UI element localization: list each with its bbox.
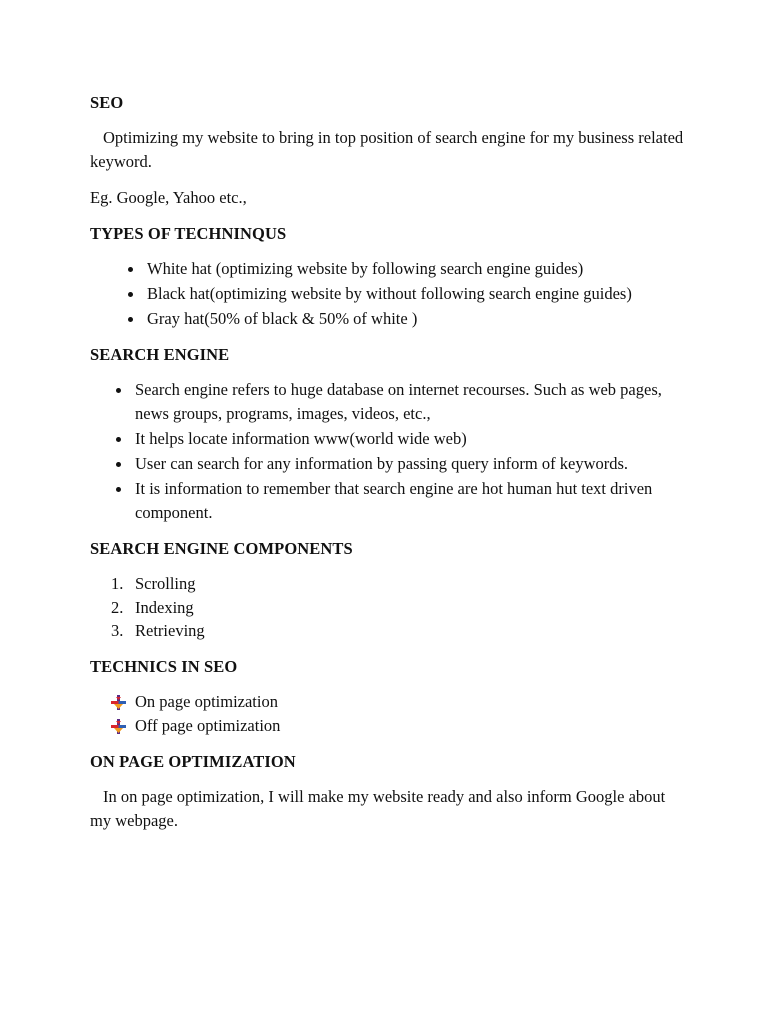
list-number: 1.: [111, 574, 124, 593]
list-item-text: User can search for any information by passing query inform of keywords.: [135, 454, 629, 473]
heading-search-engine: SEARCH ENGINE: [90, 345, 230, 364]
seo-example: Eg. Google, Yahoo etc.,: [90, 188, 247, 207]
list-item: [90, 282, 690, 306]
list-item-text: Indexing: [135, 597, 194, 617]
bullet-icon: [116, 388, 121, 393]
bullet-icon: [128, 267, 133, 272]
list-item-text: It is information to remember that search engine are hot human hut text driven component.: [135, 479, 653, 522]
on-page-paragraph: In on page optimization, I will make my website ready and also inform Google about my webpage.: [90, 786, 666, 830]
components-list: [90, 572, 690, 643]
bullet-icon: [116, 462, 121, 467]
bullet-icon: [128, 317, 133, 322]
bullet-icon: [116, 487, 121, 492]
list-item-text: Off page optimization: [135, 715, 281, 735]
list-item: [90, 257, 690, 281]
list-item-text: White hat (optimizing website by following search engine guides): [147, 259, 584, 278]
technics-list: [90, 690, 690, 738]
heading-technics: TECHNICS IN SEO: [90, 656, 238, 676]
types-list: [90, 257, 690, 331]
list-item-text: Black hat(optimizing website by without following search engine guides): [147, 284, 632, 303]
list-item: [90, 378, 690, 426]
document-page: [90, 91, 690, 845]
heading-on-page: ON PAGE OPTIMIZATION: [90, 751, 296, 771]
arrow-bullet-icon: [111, 719, 126, 734]
list-item: [90, 596, 690, 620]
heading-seo: SEO: [90, 93, 124, 112]
list-item: [90, 452, 690, 476]
heading-components: SEARCH ENGINE COMPONENTS: [90, 539, 353, 558]
list-item-text: On page optimization: [135, 691, 278, 711]
list-item-text: It helps locate information www(world wide web): [135, 429, 467, 448]
arrow-bullet-icon: [111, 695, 126, 710]
list-item: [90, 619, 690, 643]
list-item-text: Retrieving: [135, 621, 205, 640]
list-item-text: Search engine refers to huge database on internet recourses. Such as web pages, news groups, programs, images, videos, etc.,: [135, 380, 662, 423]
list-item-text: Gray hat(50% of black & 50% of white ): [147, 309, 418, 328]
list-item: [90, 714, 690, 738]
list-item-text: Scrolling: [135, 574, 196, 593]
list-item: [90, 427, 690, 451]
seo-paragraph: Optimizing my website to bring in top position of search engine for my business related keyword.: [90, 128, 684, 171]
search-engine-list: [90, 378, 690, 525]
list-item: [90, 690, 690, 714]
list-number: 3.: [111, 621, 124, 640]
bullet-icon: [116, 437, 121, 442]
list-item: [90, 477, 690, 525]
heading-types: TYPES OF TECHNINQUS: [90, 224, 287, 243]
list-number: 2.: [111, 597, 124, 617]
list-item: [90, 572, 690, 596]
bullet-icon: [128, 292, 133, 297]
list-item: [90, 307, 690, 331]
